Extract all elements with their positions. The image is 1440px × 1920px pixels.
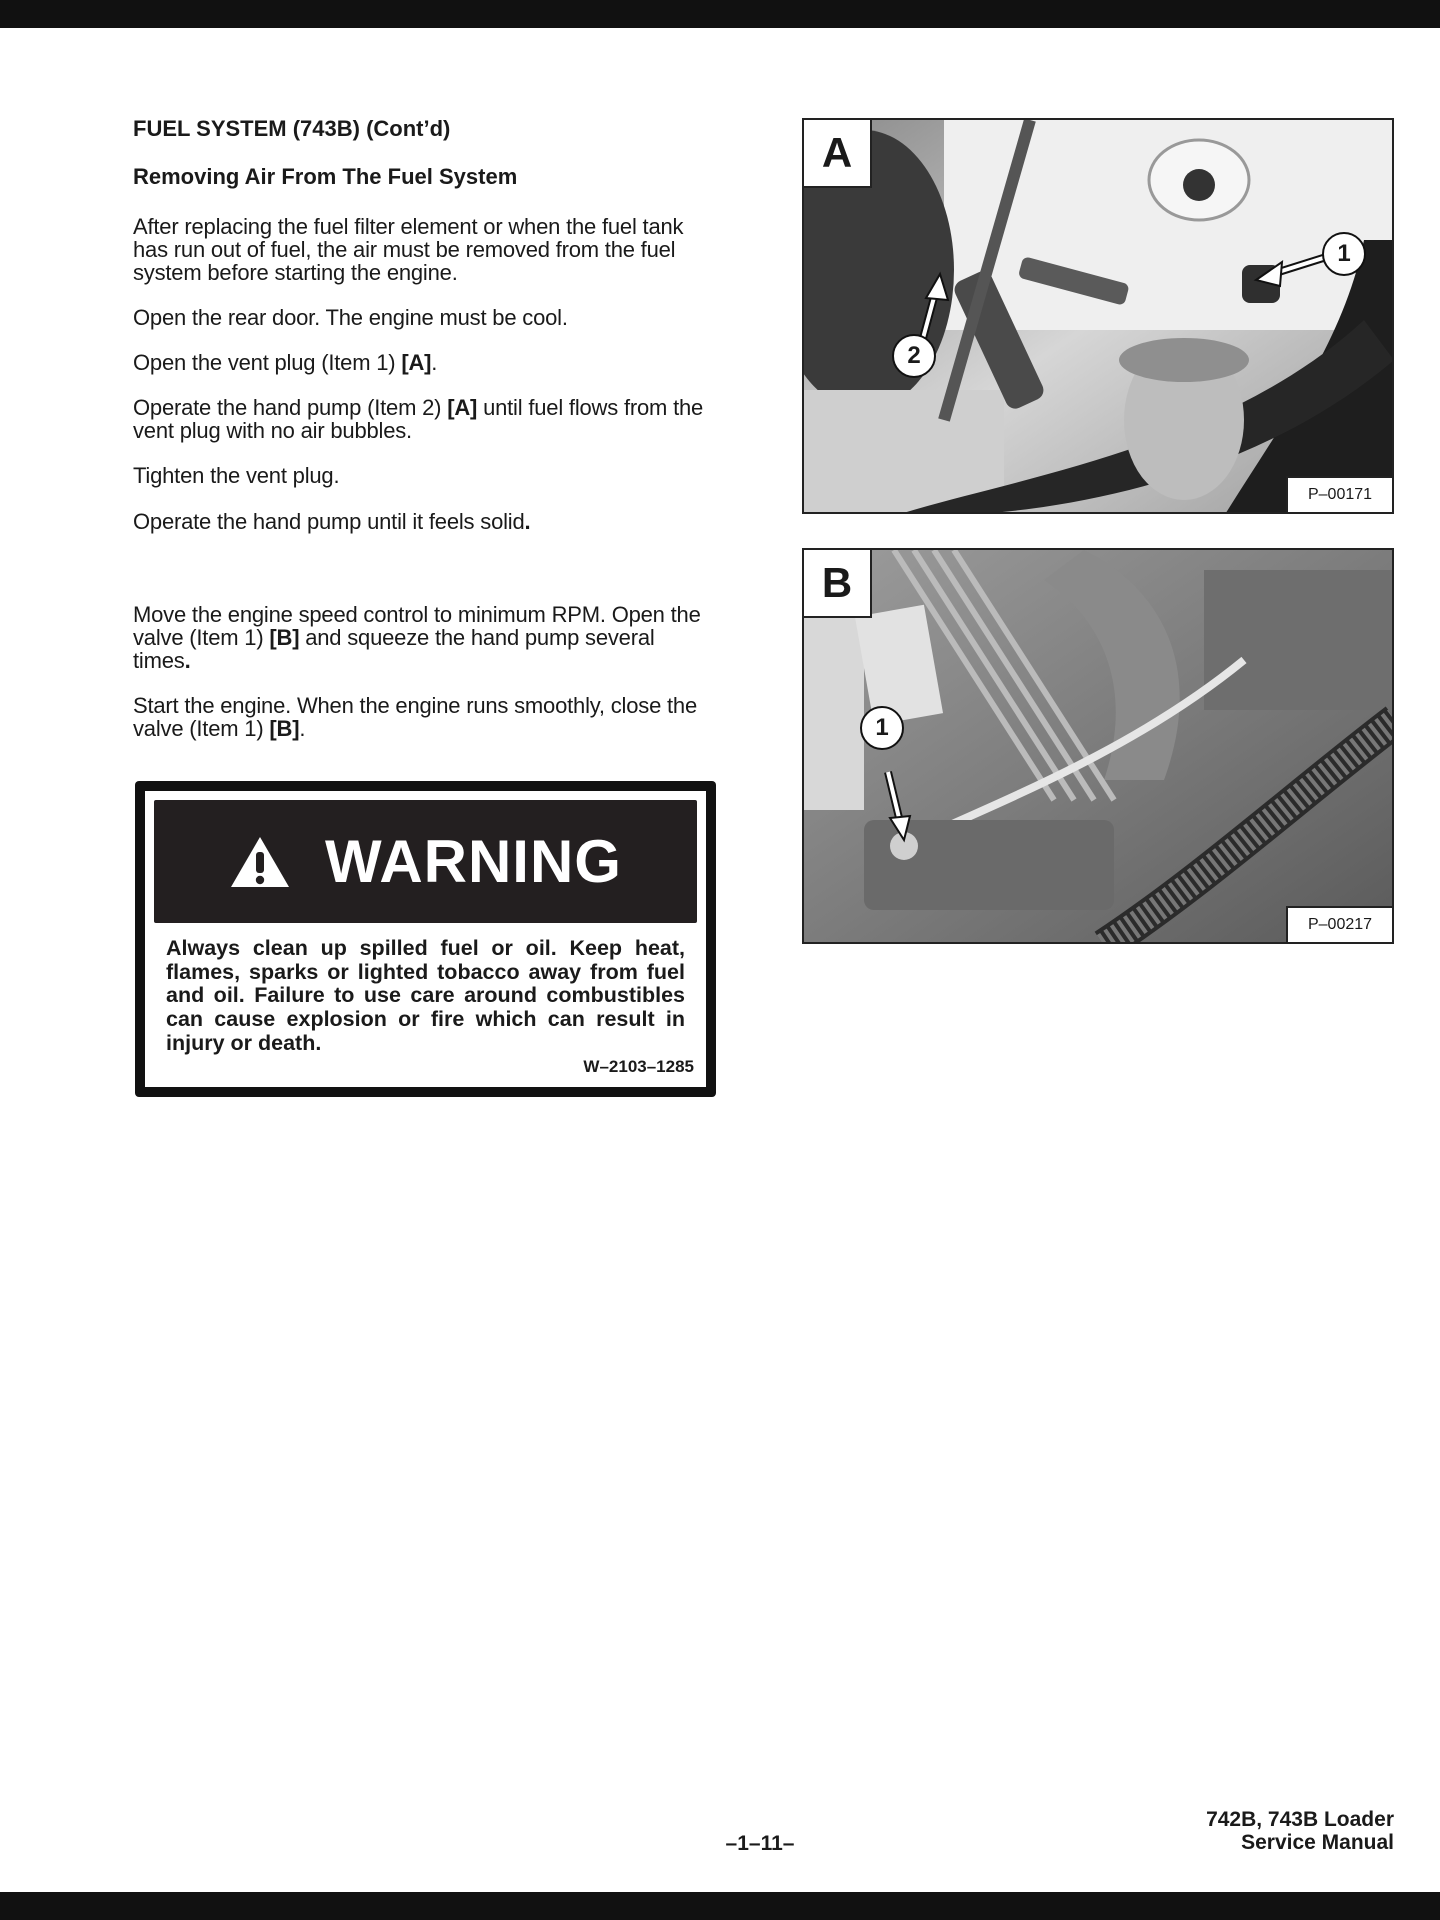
paragraph-hand-pump-rest: until fuel flows from the vent plug with no air bubbles. xyxy=(133,395,704,444)
figure-a-callout-2: 2 xyxy=(892,334,936,378)
paragraph-start-engine-text: Start the engine. When the engine runs smoothly, close the valve (Item 1) xyxy=(133,692,697,741)
figure-a-callout-1: 1 xyxy=(1322,232,1366,276)
figure-ref-b: [B] xyxy=(269,716,300,741)
figure-ref-a: [A] xyxy=(447,395,478,421)
section-heading: FUEL SYSTEM (743B) (Cont’d) xyxy=(133,116,451,141)
paragraph-start-engine: Start the engine. When the engine runs smoothly, close the valve (Item 1) [B]. xyxy=(133,692,697,741)
paragraph-solid: Operate the hand pump until it feels solid. xyxy=(133,508,531,534)
warning-code: W–2103–1285 xyxy=(583,1057,694,1076)
paragraph-engine-speed-rest: and squeeze the hand pump several times xyxy=(133,624,655,673)
figure-a-code: P–00171 xyxy=(1286,476,1392,512)
figure-ref-a: [A] xyxy=(401,350,432,376)
paragraph-engine-speed-text: Move the engine speed control to minimum RPM. Open the valve (Item 1) xyxy=(133,601,701,650)
warning-message: Always clean up spilled fuel or oil. Keep heat, flames, sparks or lighted tobacco away from fuel and oil. Failure to use care around combustibles can cause explosion or fire which can result in injury or death. xyxy=(166,936,685,1055)
manual-title-line1: 742B, 743B Loader xyxy=(1206,1808,1394,1831)
paragraph-solid-text: Operate the hand pump until it feels solid xyxy=(133,508,525,534)
figure-a-illustration xyxy=(804,120,1394,514)
paragraph-tighten: Tighten the vent plug. xyxy=(133,463,340,489)
paragraph-rear-door: Open the rear door. The engine must be cool. xyxy=(133,305,568,331)
paragraph-engine-speed: Move the engine speed control to minimum RPM. Open the valve (Item 1) [B] and squeeze the hand pump several times. xyxy=(133,601,701,673)
paragraph-intro: After replacing the fuel filter element or when the fuel tank has run out of fuel, the air must be removed from the fuel system before starting the engine. xyxy=(133,213,684,285)
figure-a-photo xyxy=(802,118,1394,514)
paragraph-hand-pump xyxy=(133,396,715,442)
paragraph-vent-plug-text: Open the vent plug (Item 1) xyxy=(133,350,402,376)
figure-b-code: P–00217 xyxy=(1286,906,1392,942)
paragraph-vent-plug: Open the vent plug (Item 1) [A]. xyxy=(133,350,438,376)
manual-title xyxy=(1206,1809,1394,1854)
figure-ref-b: [B] xyxy=(269,624,300,650)
warning-banner xyxy=(154,800,697,923)
warning-box xyxy=(135,781,716,1097)
warning-title: WARNING xyxy=(325,828,622,895)
figure-a-label: A xyxy=(804,120,872,188)
paragraph-hand-pump-text: Operate the hand pump (Item 2) xyxy=(133,395,448,421)
section-subheading: Removing Air From The Fuel System xyxy=(133,164,518,190)
bottom-border-bar xyxy=(0,1892,1440,1920)
page-number: –1–11– xyxy=(725,1832,795,1855)
text-column xyxy=(133,116,715,762)
figure-b-callout-1: 1 xyxy=(860,706,904,750)
warning-triangle-icon xyxy=(229,835,291,889)
top-border-bar xyxy=(0,0,1440,28)
warning-inner xyxy=(145,791,706,1087)
figure-b-label: B xyxy=(804,550,872,618)
figure-b-photo xyxy=(802,548,1394,944)
manual-title-line2: Service Manual xyxy=(1241,1830,1394,1854)
